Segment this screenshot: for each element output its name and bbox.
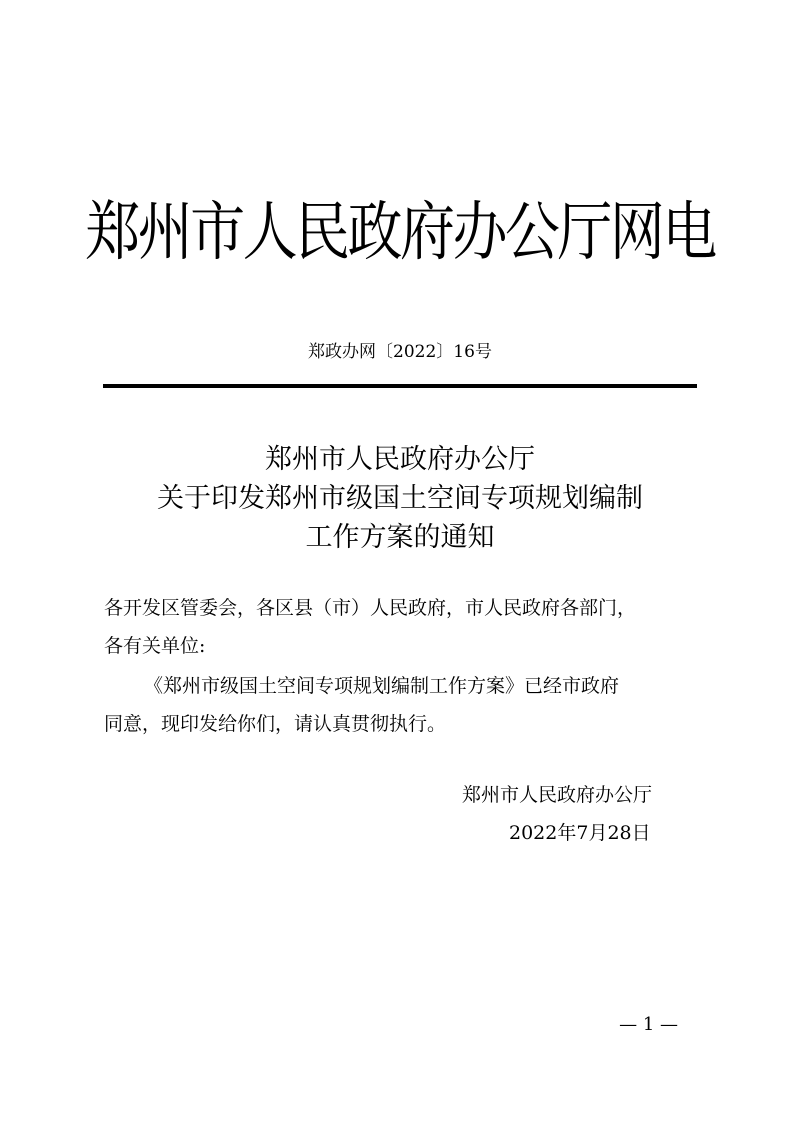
- recipients-line-2: 各有关单位:: [104, 635, 206, 657]
- body-paragraph-line-1: 《郑州市级国土空间专项规划编制工作方案》已经市政府: [144, 675, 620, 697]
- notice-title-line-2: 关于印发郑州市级国土空间专项规划编制: [157, 483, 643, 514]
- issuer-signature: 郑州市人民政府办公厅: [462, 784, 653, 806]
- notice-title: [0, 440, 800, 557]
- body-paragraph-line-2: 同意，现印发给你们，请认真贯彻执行。: [104, 713, 447, 735]
- notice-title-line-3: 工作方案的通知: [305, 522, 495, 553]
- recipients-line-1: 各开发区管委会，各区县（市）人民政府，市人民政府各部门，: [104, 597, 637, 619]
- red-header-divider: [103, 384, 697, 388]
- page-number: — 1 —: [619, 1014, 678, 1035]
- masthead-title: 郑州市人民政府办公厅网电: [85, 196, 715, 270]
- notice-title-line-1: 郑州市人民政府办公厅: [265, 444, 535, 475]
- document-number: 郑政办网〔2022〕16号: [308, 342, 492, 362]
- issue-date: 2022年7月28日: [509, 822, 651, 844]
